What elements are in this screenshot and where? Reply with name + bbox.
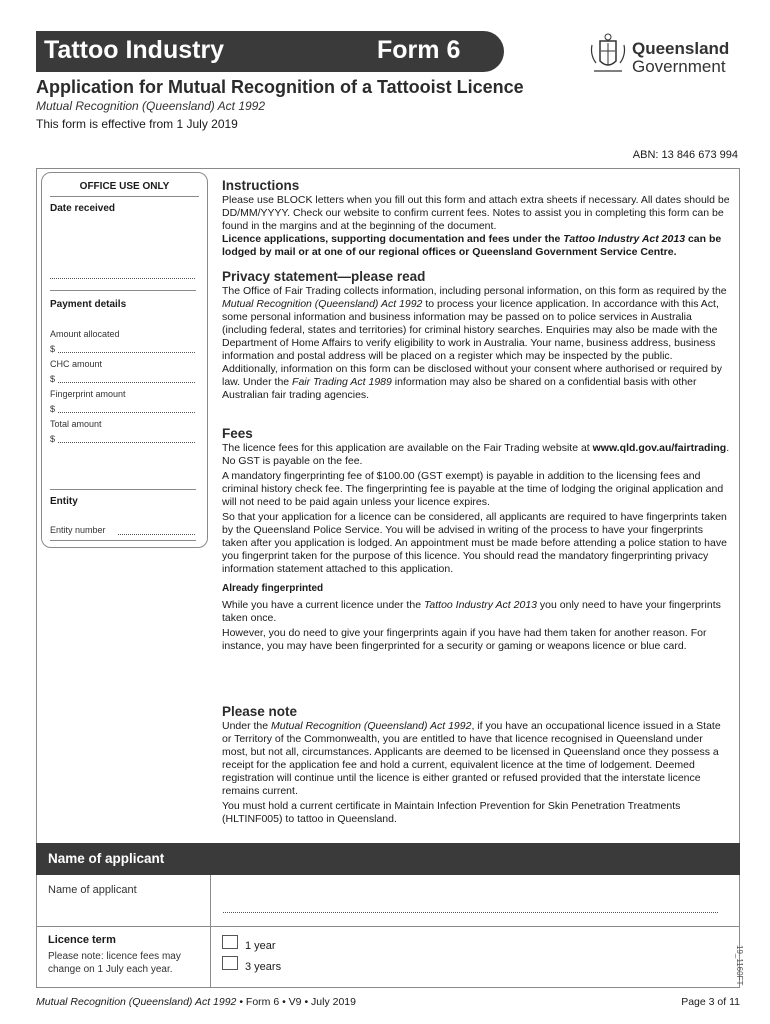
fees-text-1: The licence fees for this application are available on the Fair Trading website at www.qld.gov.au/fairtrading. No GST is payable on the fee. <box>222 442 730 467</box>
fees-text-5: However, you do need to give your fingerprints again if you have had them taken for another reason. For instance, you may have been fingerprinted for a security or gaming or weapons licence or blue card. <box>222 627 707 652</box>
footer-citation: Mutual Recognition (Queensland) Act 1992 • Form 6 • V9 • July 2019 <box>36 996 356 1008</box>
licence-term-label: Licence term <box>48 934 116 946</box>
three-years-checkbox[interactable] <box>222 956 238 970</box>
column-divider <box>210 875 211 988</box>
chc-amount-label: CHC amount <box>50 359 103 369</box>
divider <box>50 540 196 541</box>
instructions-heading: Instructions <box>222 178 300 193</box>
fingerprint-amount-label: Fingerprint amount <box>50 389 126 399</box>
form-number: Form 6 <box>377 36 461 64</box>
currency-sign: $ <box>50 434 56 444</box>
amount-allocated-label: Amount allocated <box>50 329 120 339</box>
date-received-label: Date received <box>50 203 116 214</box>
chc-amount-field[interactable] <box>58 382 195 383</box>
gov-sub: Government <box>632 57 726 76</box>
fees-heading: Fees <box>222 426 253 441</box>
amount-allocated-field[interactable] <box>58 352 195 353</box>
divider <box>36 926 740 927</box>
privacy-text: The Office of Fair Trading collects information, including personal information, on this form as required by the Mutual Recognition (Queensland) Act 1992 to process your licence application. In accordance with this Act, some personal information and business information may be passed on to police services in Australia (including federal, states and territories) for criminal history searches. Enquiries may also be made with the Department of Home Affairs to verify eligibility to work in Australia. Your name, business address, business information and postal address will be placed on a register which may be inspected by the public. Additionally, information on this form can be disclosed without your consent where authorised or required by law. Under the Fair Trading Act 1989 information may also be shared on a confidential basis with other Australian fair trading agencies. <box>222 285 727 401</box>
entity-label: Entity <box>50 496 78 507</box>
total-amount-label: Total amount <box>50 419 102 429</box>
queensland-crest-icon <box>588 31 628 77</box>
effective-date: This form is effective from 1 July 2019 <box>36 117 238 131</box>
form-code: 19_1160FT <box>735 945 744 986</box>
one-year-label: 1 year <box>245 940 276 952</box>
licence-term-note: Please note: licence fees may change on 1 July each year. <box>48 951 181 975</box>
fees-text-4: While you have a current licence under the Tattoo Industry Act 2013 you only need to have your fingerprints taken once. <box>222 599 721 624</box>
page-title: Application for Mutual Recognition of a Tattooist Licence <box>36 77 524 97</box>
abn: ABN: 13 846 673 994 <box>632 149 738 161</box>
name-of-applicant-label: Name of applicant <box>48 884 137 896</box>
form-banner <box>36 31 504 72</box>
instructions-text: Please use BLOCK letters when you fill out this form and attach extra sheets if necessary. All dates should be DD/MM/YYYY. Check our website to confirm current fees. Notes to assist you in completing this form can be found in the margins and at the beginning of the document. <box>222 194 730 232</box>
note-heading: Please note <box>222 704 298 719</box>
office-use-heading: OFFICE USE ONLY <box>50 181 199 197</box>
divider <box>50 489 196 490</box>
fees-text-2: A mandatory fingerprinting fee of $100.00 (GST exempt) is payable in addition to the licensing fees and criminal history check fee. The fingerprinting fee is payable at the time of lodging the original application and will not need to be paid again unless your licence expires. <box>222 470 724 508</box>
date-received-field[interactable] <box>50 278 195 279</box>
payment-details-label: Payment details <box>50 299 127 310</box>
three-years-label: 3 years <box>245 961 282 973</box>
instructions-section <box>222 177 730 259</box>
applicant-section-title: Name of applicant <box>48 851 165 866</box>
note-text-2: You must hold a current certificate in Maintain Infection Prevention for Skin Penetration Treatments (HLTINF005) to tattoo in Queensland. <box>222 800 681 825</box>
privacy-heading: Privacy statement—please read <box>222 269 426 284</box>
note-text-1: Under the Mutual Recognition (Queensland) Act 1992, if you have an occupational licence issued in a State or Territory of the Commonwealth, you are entitled to have that licence recognised in Queensland under most, but not all, circumstances. Applicants are deemed to be licensed in Queensland once they possess a receipt for the application fee and hold a current, equivalent licence at the time of lodgement. Deemed registration will continue until the licence is either granted or refused provided that the interstate licence remains current. <box>222 720 721 797</box>
note-section <box>222 703 730 826</box>
page-number: Page 3 of 11 <box>681 996 740 1008</box>
gov-name: Queensland <box>632 39 730 58</box>
fees-section <box>222 425 730 653</box>
name-of-applicant-field[interactable] <box>223 912 718 913</box>
lodgement-text: Licence applications, supporting documentation and fees under the Tattoo Industry Act 2013 can be lodged by mail or at one of our regional offices or Queensland Government Service Centre. <box>222 233 722 258</box>
fees-text-3: So that your application for a licence can be considered, all applicants are required to have fingerprints taken by the Queensland Police Service. You will be advised in writing of the process to have your fingerprints taken after you application is lodged. An appointment must be made before attending a police station to have you fingerprint taken for the purpose of this licence. You should read the mandatory fingerprinting privacy information statement attached to this application. <box>222 511 727 575</box>
currency-sign: $ <box>50 344 56 354</box>
applicant-section-header <box>36 843 740 875</box>
divider <box>50 290 196 291</box>
banner-title: Tattoo Industry <box>44 36 225 64</box>
act-subtitle: Mutual Recognition (Queensland) Act 1992 <box>36 99 266 113</box>
privacy-section <box>222 268 730 402</box>
currency-sign: $ <box>50 374 56 384</box>
total-amount-field[interactable] <box>58 442 195 443</box>
one-year-checkbox[interactable] <box>222 935 238 949</box>
entity-number-label: Entity number <box>50 525 106 535</box>
already-fingerprinted-heading: Already fingerprinted <box>222 583 324 594</box>
entity-number-field[interactable] <box>118 534 195 535</box>
currency-sign: $ <box>50 404 56 414</box>
fingerprint-amount-field[interactable] <box>58 412 195 413</box>
